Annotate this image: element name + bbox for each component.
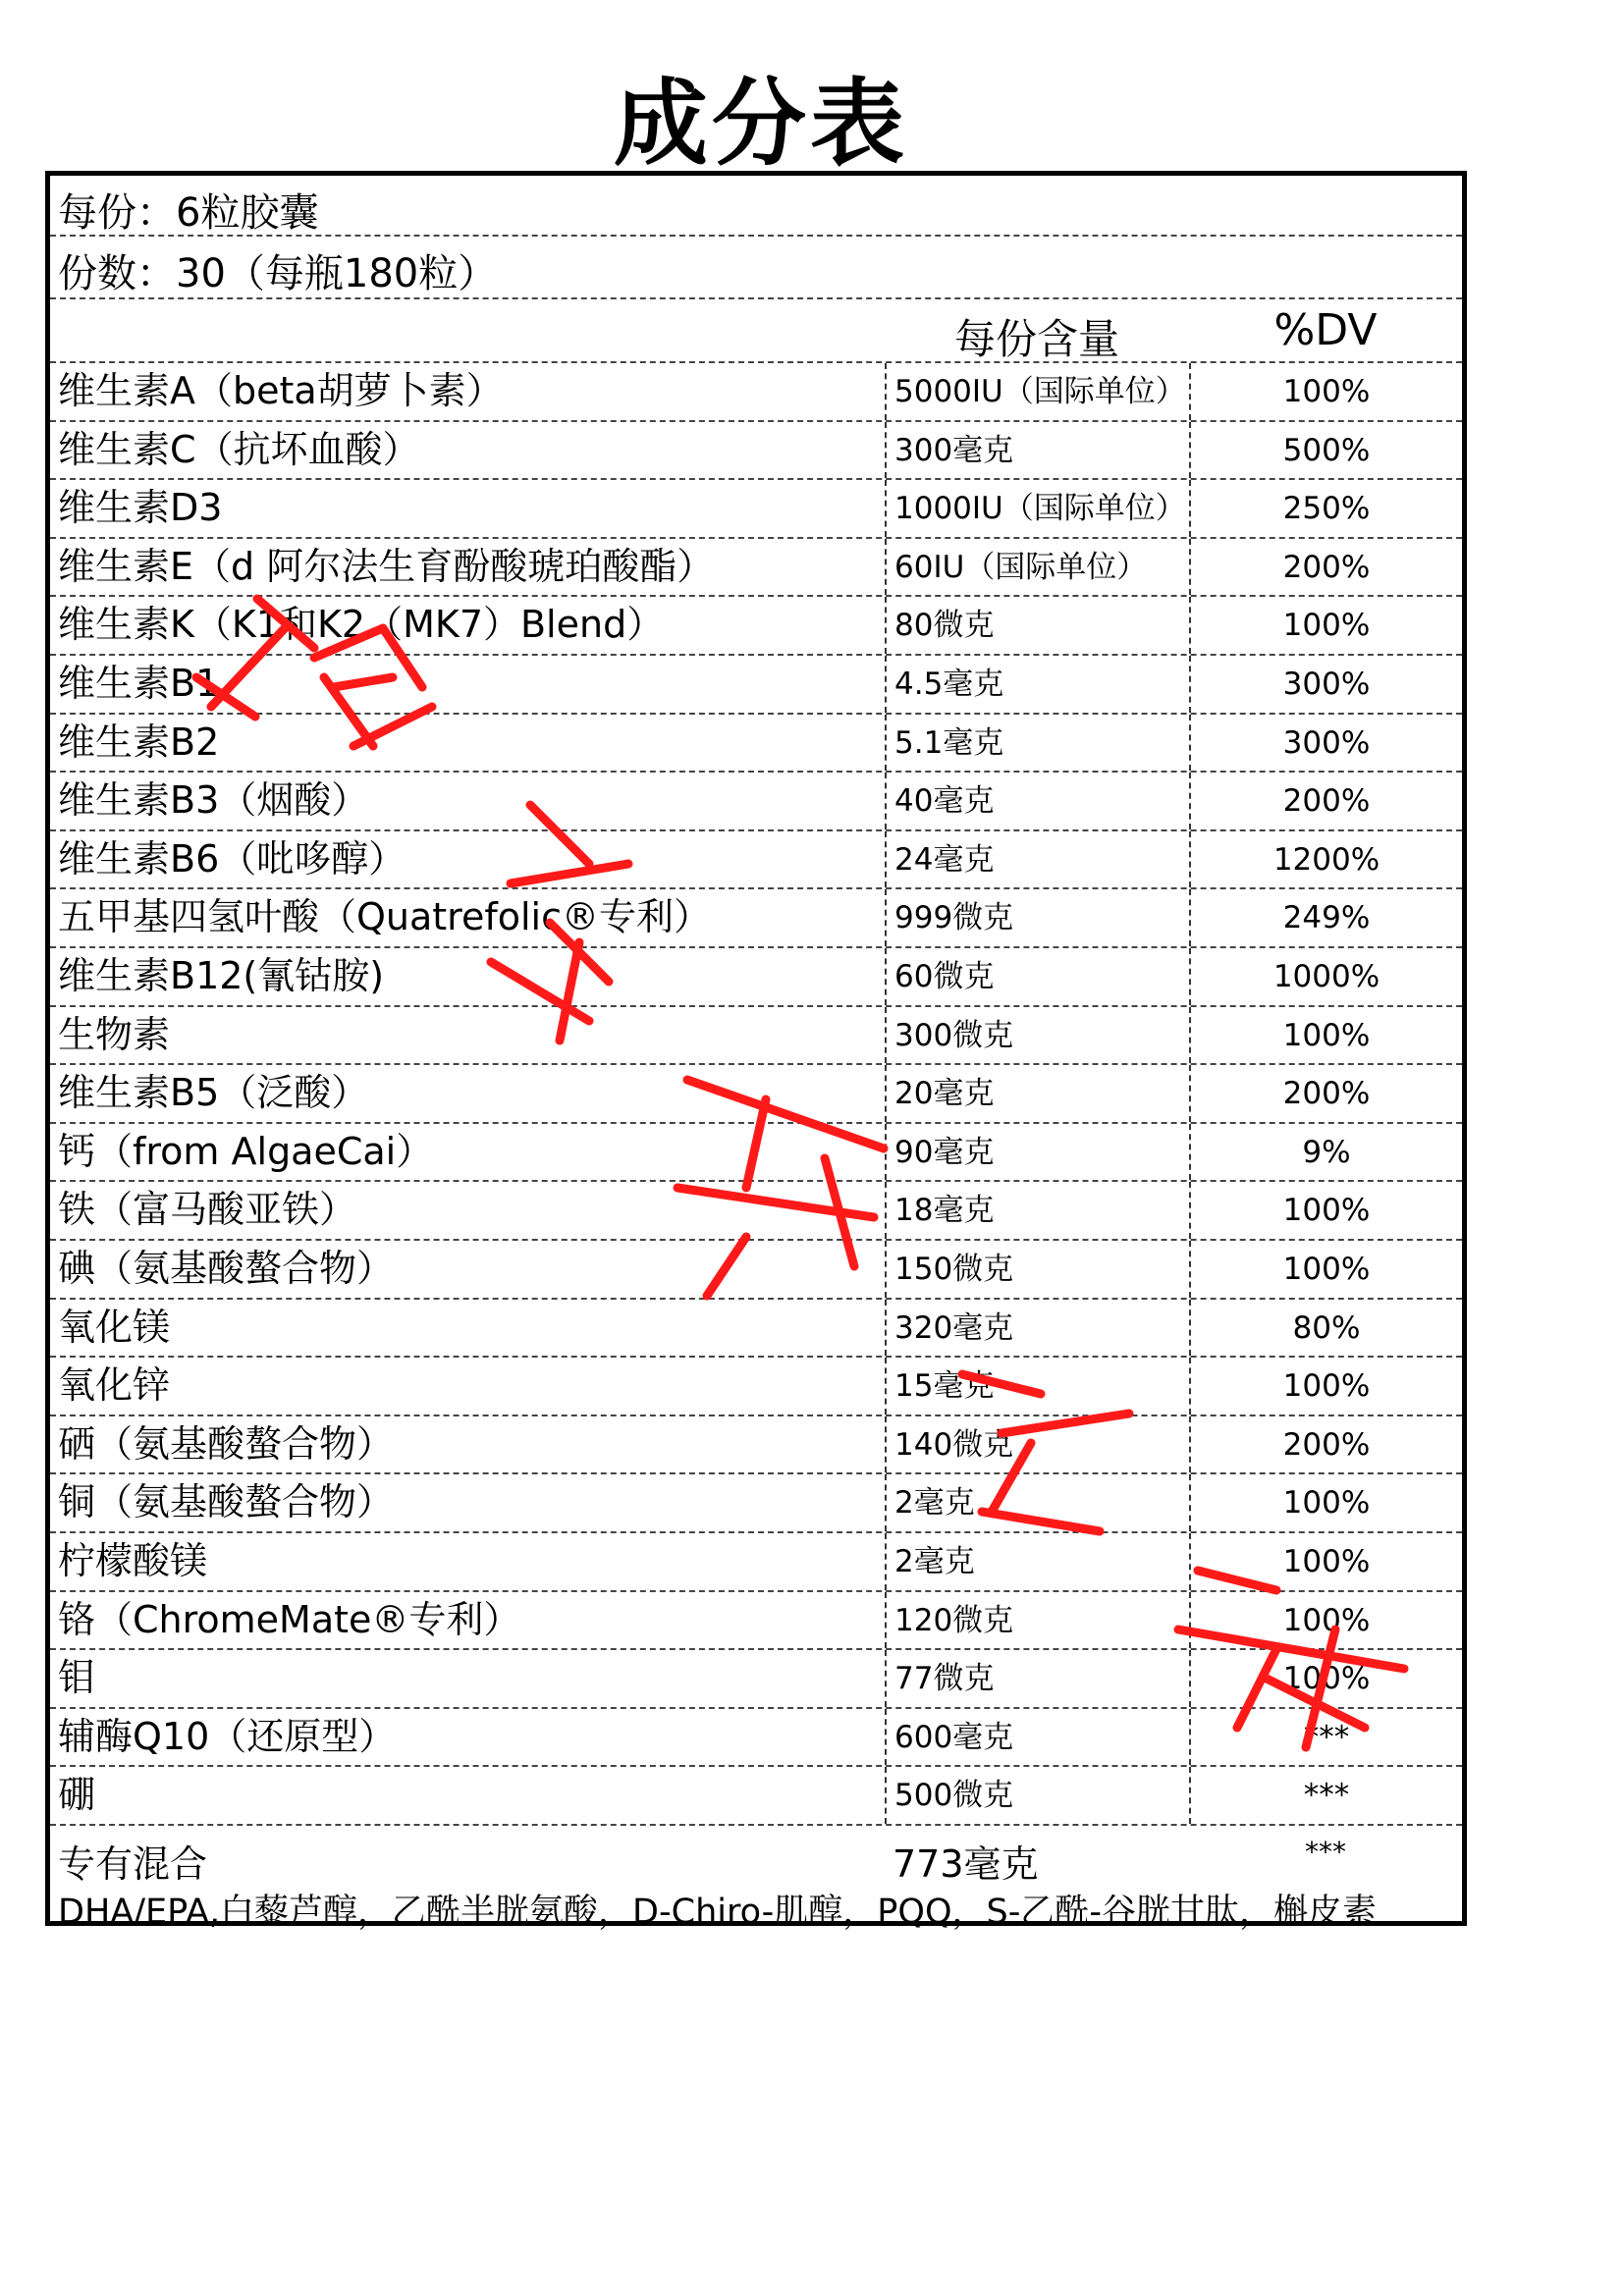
proprietary-blend-row — [50, 1828, 1462, 1941]
nutrient-name: 维生素D3 — [58, 486, 223, 530]
nutrient-name: 铜（氨基酸螯合物） — [58, 1480, 395, 1524]
nutrient-dv: 100% — [1189, 1182, 1462, 1239]
nutrient-name: 碘（氨基酸螯合物） — [58, 1247, 395, 1290]
table-row — [50, 1358, 1462, 1416]
nutrient-name: 硼 — [58, 1773, 96, 1817]
blend-dv: *** — [1305, 1836, 1346, 1868]
nutrient-name: 硒（氨基酸螯合物） — [58, 1421, 395, 1466]
nutrient-name: 铬（ChromeMate®专利） — [58, 1597, 521, 1641]
serving-size: 每份：6粒胶囊 — [58, 190, 319, 236]
nutrient-dv: 100% — [1189, 1474, 1462, 1531]
nutrient-name: 维生素B12(氰钴胺) — [58, 954, 385, 997]
nutrient-name: 维生素B2 — [58, 720, 220, 764]
nutrient-amount: 40毫克 — [885, 773, 1189, 829]
nutrient-dv: 9% — [1189, 1124, 1462, 1181]
table-row — [50, 1474, 1462, 1533]
table-row — [50, 1300, 1462, 1359]
nutrient-amount: 24毫克 — [885, 831, 1189, 888]
column-header-row — [50, 299, 1462, 363]
nutrient-dv: *** — [1189, 1767, 1462, 1824]
table-row — [50, 715, 1462, 774]
table-row — [50, 480, 1462, 539]
nutrient-name: 维生素E（d 阿尔法生育酚酸琥珀酸酯） — [58, 544, 715, 588]
table-row — [50, 656, 1462, 715]
nutrient-amount: 2毫克 — [885, 1533, 1189, 1590]
nutrient-amount: 77微克 — [885, 1650, 1189, 1707]
nutrient-name: 维生素K（K1和K2（MK7）Blend） — [58, 603, 665, 647]
nutrient-name: 氧化镁 — [58, 1305, 171, 1349]
nutrient-name: 柠檬酸镁 — [58, 1539, 208, 1582]
servings-count: 份数：30（每瓶180粒） — [58, 251, 498, 296]
nutrient-name: 维生素B3（烟酸） — [58, 778, 369, 823]
nutrient-amount: 5000IU（国际单位） — [885, 363, 1189, 420]
table-row — [50, 773, 1462, 831]
nutrient-dv: 249% — [1189, 889, 1462, 946]
nutrient-amount: 300微克 — [885, 1007, 1189, 1064]
nutrient-amount: 4.5毫克 — [885, 656, 1189, 713]
nutrient-name: 维生素B5（泛酸） — [58, 1071, 369, 1115]
nutrient-name: 氧化锌 — [58, 1363, 171, 1408]
blend-name: 专有混合 — [58, 1842, 208, 1886]
nutrient-amount: 150微克 — [885, 1241, 1189, 1298]
nutrient-dv: 100% — [1189, 1650, 1462, 1707]
serving-size-row — [50, 176, 1462, 237]
nutrient-amount: 15毫克 — [885, 1358, 1189, 1415]
servings-row — [50, 237, 1462, 299]
nutrient-amount: 18毫克 — [885, 1182, 1189, 1239]
table-row — [50, 1767, 1462, 1826]
nutrient-dv: *** — [1189, 1709, 1462, 1766]
nutrient-amount: 60微克 — [885, 948, 1189, 1005]
nutrient-amount: 120微克 — [885, 1592, 1189, 1649]
nutrient-name: 维生素C（抗坏血酸） — [58, 427, 420, 471]
nutrient-amount: 90毫克 — [885, 1124, 1189, 1181]
table-row — [50, 1592, 1462, 1651]
table-row — [50, 363, 1462, 422]
nutrient-dv: 100% — [1189, 1241, 1462, 1298]
blend-amount: 773毫克 — [893, 1842, 1039, 1886]
nutrient-amount: 300毫克 — [885, 422, 1189, 479]
nutrient-name: 维生素B6（吡哆醇） — [58, 836, 406, 881]
table-row — [50, 1065, 1462, 1124]
nutrient-dv: 200% — [1189, 773, 1462, 829]
nutrient-dv: 300% — [1189, 715, 1462, 772]
table-row — [50, 1416, 1462, 1475]
table-row — [50, 1124, 1462, 1183]
nutrient-name: 维生素A（beta胡萝卜素） — [58, 369, 504, 412]
nutrient-name: 五甲基四氢叶酸（Quatrefolic®专利） — [58, 895, 711, 939]
nutrient-dv: 1200% — [1189, 831, 1462, 888]
nutrient-amount: 1000IU（国际单位） — [885, 480, 1189, 537]
nutrient-name: 钼 — [58, 1656, 96, 1700]
nutrient-amount: 80微克 — [885, 597, 1189, 654]
nutrient-name: 钙（from AlgaeCai） — [58, 1129, 434, 1173]
table-row — [50, 1007, 1462, 1066]
nutrient-dv: 200% — [1189, 1416, 1462, 1473]
nutrition-table — [45, 171, 1467, 1932]
nutrient-name: 生物素 — [58, 1012, 171, 1056]
table-row — [50, 1241, 1462, 1300]
nutrient-amount: 320毫克 — [885, 1300, 1189, 1357]
table-row — [50, 539, 1462, 598]
nutrient-amount: 2毫克 — [885, 1474, 1189, 1531]
nutrient-dv: 100% — [1189, 597, 1462, 654]
nutrient-dv: 100% — [1189, 363, 1462, 420]
nutrient-dv: 80% — [1189, 1300, 1462, 1357]
nutrient-amount: 5.1毫克 — [885, 715, 1189, 772]
table-row — [50, 1709, 1462, 1768]
table-row — [50, 948, 1462, 1007]
nutrient-name: 维生素B1 — [58, 662, 220, 705]
nutrient-dv: 100% — [1189, 1592, 1462, 1649]
table-row — [50, 597, 1462, 656]
blend-ingredients: DHA/EPA,白藜芦醇，乙酰半胱氨酸，D-Chiro-肌醇，PQQ，S-乙酰-谷胱甘肽，槲皮素 — [58, 1893, 1377, 1932]
page-title: 成分表 — [614, 69, 908, 179]
table-row — [50, 1650, 1462, 1709]
amount-column-header: 每份含量 — [953, 315, 1119, 363]
nutrient-dv: 100% — [1189, 1533, 1462, 1590]
nutrient-name: 辅酶Q10（还原型） — [58, 1714, 397, 1758]
nutrient-name: 铁（富马酸亚铁） — [58, 1188, 357, 1232]
nutrient-dv: 500% — [1189, 422, 1462, 479]
table-row — [50, 1182, 1462, 1241]
table-row — [50, 422, 1462, 481]
nutrient-amount: 20毫克 — [885, 1065, 1189, 1122]
table-row — [50, 889, 1462, 948]
dv-column-header: %DV — [1273, 305, 1378, 355]
nutrient-dv: 200% — [1189, 539, 1462, 596]
table-row — [50, 831, 1462, 890]
nutrient-dv: 200% — [1189, 1065, 1462, 1122]
nutrient-amount: 140微克 — [885, 1416, 1189, 1473]
nutrient-dv: 300% — [1189, 656, 1462, 713]
nutrient-amount: 600毫克 — [885, 1709, 1189, 1766]
nutrient-dv: 100% — [1189, 1358, 1462, 1415]
nutrient-amount: 500微克 — [885, 1767, 1189, 1824]
table-row — [50, 1533, 1462, 1592]
nutrient-dv: 100% — [1189, 1007, 1462, 1064]
nutrient-amount: 999微克 — [885, 889, 1189, 946]
nutrient-amount: 60IU（国际单位） — [885, 539, 1189, 596]
nutrient-dv: 250% — [1189, 480, 1462, 537]
nutrient-dv: 1000% — [1189, 948, 1462, 1005]
